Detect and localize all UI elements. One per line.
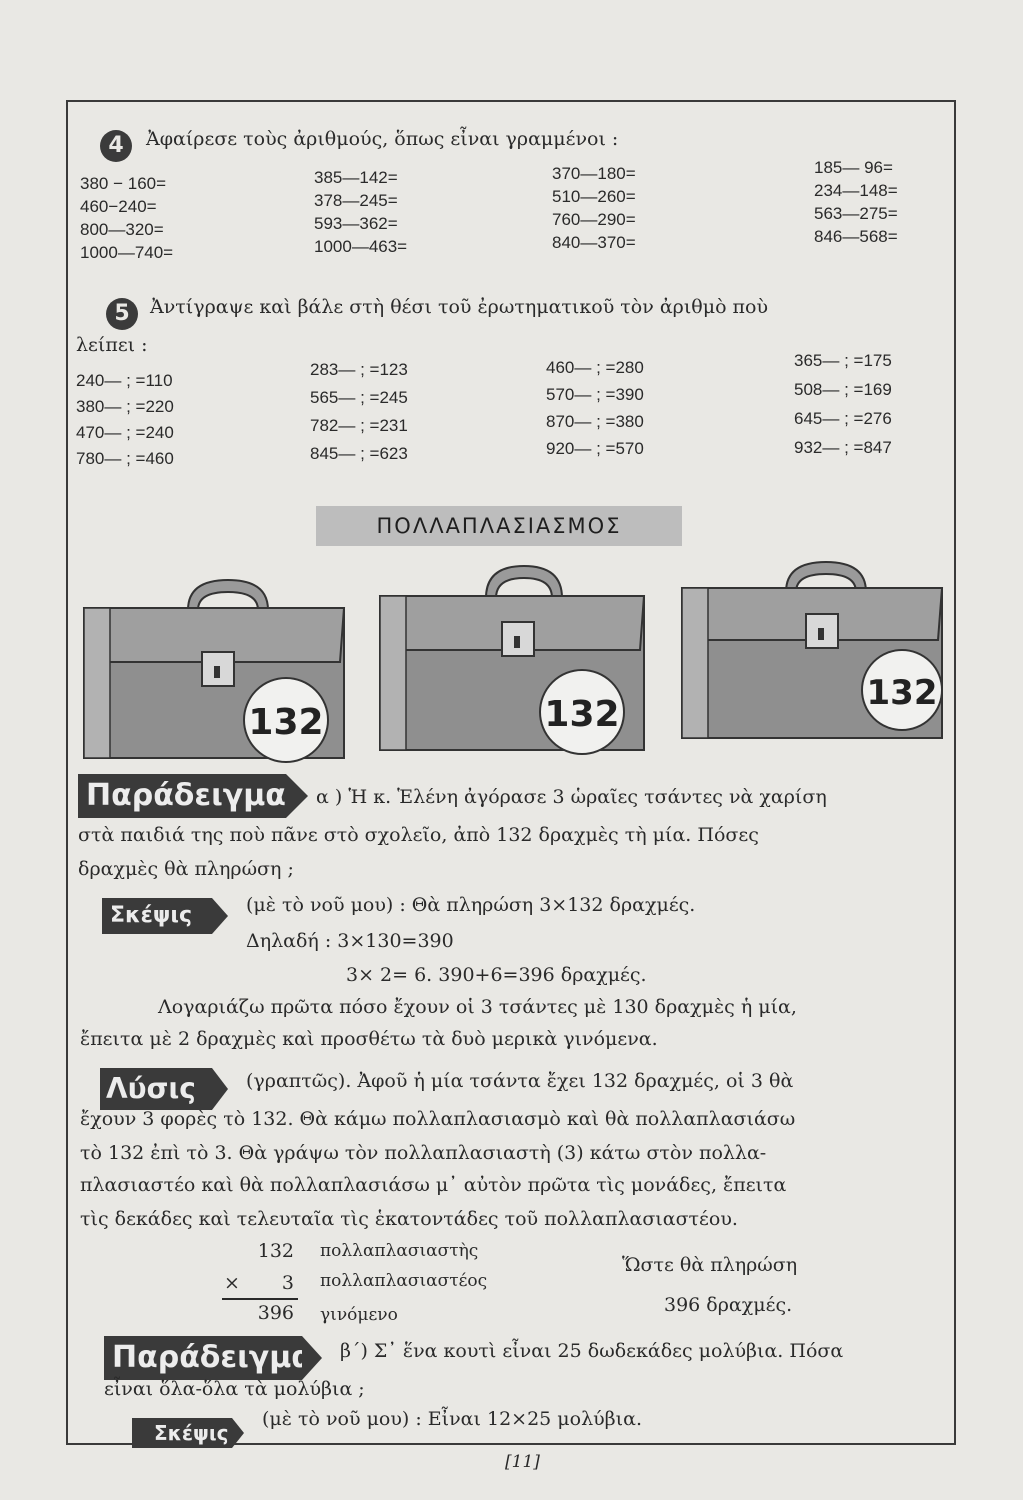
example-b-tag: [104, 1336, 312, 1380]
equation: 920— ; =570: [546, 439, 644, 458]
equation: 185— 96=: [814, 158, 893, 177]
section-title-banner: ΠΟΛΛΑΠΛΑΣΙΑΣΜΟΣ: [316, 506, 682, 546]
price-tag-text: 132: [866, 673, 938, 713]
exercise-4-column-2: [314, 166, 407, 258]
equation: 234—148=: [814, 181, 898, 200]
equation: 365— ; =175: [794, 351, 892, 370]
solution-line-3: τὸ 132 ἐπὶ τὸ 3. Θὰ γράψω τὸν πολλαπλασιαστὴ (3) κάτω στὸν πολλα-: [80, 1142, 767, 1164]
equation: 380— ; =220: [76, 397, 174, 416]
think-a-line-1: (μὲ τὸ νοῦ μου) : Θὰ πληρώση 3×132 δραχμές.: [246, 894, 696, 916]
arrow-icon: [212, 1068, 228, 1110]
example-b-line-1: β΄) Σ᾽ ἕνα κουτὶ εἶναι 25 δωδεκάδες μολύβια. Πόσα: [340, 1340, 844, 1362]
solution-line-4: πλασιαστέο καὶ θὰ πολλαπλασιάσω μ᾽ αὐτὸν πρῶτα τὶς μονάδες, ἔπειτα: [80, 1174, 787, 1196]
equation: 380 − 160=: [80, 174, 167, 193]
briefcase-illustration-2: [374, 556, 652, 760]
exercise-5-column-4: [794, 346, 892, 462]
example-a-tag: [78, 774, 286, 818]
exercise-5-column-2: [310, 356, 408, 468]
multiply-sign: ×: [224, 1272, 240, 1294]
arrow-icon: [232, 1418, 244, 1448]
equation: 240— ; =110: [76, 371, 173, 390]
multiplier: 3: [281, 1272, 294, 1294]
solution-tag: [100, 1068, 212, 1110]
product-label: γινόμενο: [320, 1305, 398, 1325]
exercise-4-title: Ἀφαίρεσε τοὺς ἀριθμούς, ὅπως εἶναι γραμμένοι :: [146, 128, 619, 150]
exercise-4-number: 4: [100, 130, 132, 162]
multiplicand: 132: [257, 1240, 294, 1262]
exercise-5-number: 5: [106, 298, 138, 330]
equation: 370—180=: [552, 164, 636, 183]
equation: 460— ; =280: [546, 358, 644, 377]
example-b-line-2: εἶναι ὅλα-ὅλα τὰ μολύβια ;: [104, 1378, 365, 1400]
think-b-line-1: (μὲ τὸ νοῦ μου) : Εἶναι 12×25 μολύβια.: [262, 1408, 642, 1430]
briefcase-illustration-1: [78, 570, 350, 770]
equation: 510—260=: [552, 187, 636, 206]
exercise-4-column-4: [814, 156, 898, 248]
example-a-line-2: στὰ παιδιά της ποὺ πᾶνε στὸ σχολεῖο, ἀπὸ 132 δραχμὲς τὴ μία. Πόσες: [78, 824, 759, 846]
think-a-tag-label: Σκέψις: [110, 903, 192, 928]
multiplicand-label: πολλαπλασιαστὴς: [320, 1241, 479, 1261]
solution-line-2: ἔχουν 3 φορὲς τὸ 132. Θὰ κάμω πολλαπλασιασμὸ καὶ θὰ πολλαπλασιάσω: [80, 1108, 796, 1130]
exercise-4-column-1: [80, 172, 173, 264]
solution-tag-label: Λύσις: [106, 1072, 196, 1105]
exercise-5-title: Ἀντίγραψε καὶ βάλε στὴ θέσι τοῦ ἐρωτηματικοῦ τὸν ἀριθμὸ ποὺ: [150, 296, 769, 318]
arrow-icon: [286, 774, 308, 818]
think-b-tag-label: Σκέψις: [154, 1421, 229, 1445]
equation: 563—275=: [814, 204, 898, 223]
equation: 845— ; =623: [310, 444, 408, 463]
equation: 870— ; =380: [546, 412, 644, 431]
equation: 565— ; =245: [310, 388, 408, 407]
equation: 283— ; =123: [310, 360, 408, 379]
equation: 1000—463=: [314, 237, 408, 256]
price-tag-text: 132: [544, 694, 620, 735]
think-a-line-2: Δηλαδή : 3×130=390: [246, 930, 454, 952]
price-tag-text: 132: [248, 702, 324, 743]
equation: 645— ; =276: [794, 409, 892, 428]
equation: 760—290=: [552, 210, 636, 229]
equation: 782— ; =231: [310, 416, 408, 435]
exercise-5-title-continuation: λείπει :: [76, 334, 148, 356]
think-b-tag: [132, 1418, 232, 1448]
exercise-5-column-1: [76, 368, 174, 472]
product: 396: [257, 1302, 294, 1324]
conclusion-line-2: 396 δραχμές.: [664, 1294, 793, 1316]
solution-line-5: τὶς δεκάδες καὶ τελευταῖα τὶς ἑκατοντάδες τοῦ πολλαπλασιαστέου.: [80, 1208, 738, 1230]
page-number: [11]: [505, 1452, 540, 1472]
equation: 470— ; =240: [76, 423, 174, 442]
equation: 508— ; =169: [794, 380, 892, 399]
equation: 385—142=: [314, 168, 398, 187]
equation: 570— ; =390: [546, 385, 644, 404]
equation: 780— ; =460: [76, 449, 174, 468]
example-b-tag-label: Παράδειγμα: [112, 1340, 312, 1375]
conclusion-line-1: Ὥστε θὰ πληρώση: [622, 1254, 798, 1276]
briefcase-illustration-3: [676, 552, 948, 748]
equation: 932— ; =847: [794, 438, 892, 457]
example-a-tag-label: Παράδειγμα: [86, 778, 286, 813]
think-a-line-5: ἔπειτα μὲ 2 δραχμὲς καὶ προσθέτω τὰ δυὸ μερικὰ γινόμενα.: [80, 1028, 658, 1050]
equation: 840—370=: [552, 233, 636, 252]
equation: 846—568=: [814, 227, 898, 246]
equation: 593—362=: [314, 214, 398, 233]
think-a-line-3: 3× 2= 6. 390+6=396 δραχμές.: [346, 964, 647, 986]
think-a-tag: [102, 898, 212, 934]
think-a-line-4: Λογαριάζω πρῶτα πόσο ἔχουν οἱ 3 τσάντες μὲ 130 δραχμὲς ἡ μία,: [158, 996, 797, 1018]
equation: 800—320=: [80, 220, 164, 239]
multiplier-label: πολλαπλασιαστέος: [320, 1271, 488, 1291]
example-a-line-3: δραχμὲς θὰ πληρώση ;: [78, 858, 294, 880]
equation: 1000—740=: [80, 243, 174, 262]
example-a-line-1: α ) Ἡ κ. Ἑλένη ἀγόρασε 3 ὡραῖες τσάντες νὰ χαρίση: [316, 786, 827, 808]
solution-line-1: (γραπτῶς). Ἀφοῦ ἡ μία τσάντα ἔχει 132 δραχμές, οἱ 3 θὰ: [246, 1070, 794, 1092]
arrow-icon: [212, 898, 228, 934]
equation: 460−240=: [80, 197, 157, 216]
exercise-5-column-3: [546, 354, 644, 462]
exercise-4-column-3: [552, 162, 636, 254]
arrow-icon: [302, 1336, 322, 1380]
equation: 378—245=: [314, 191, 398, 210]
